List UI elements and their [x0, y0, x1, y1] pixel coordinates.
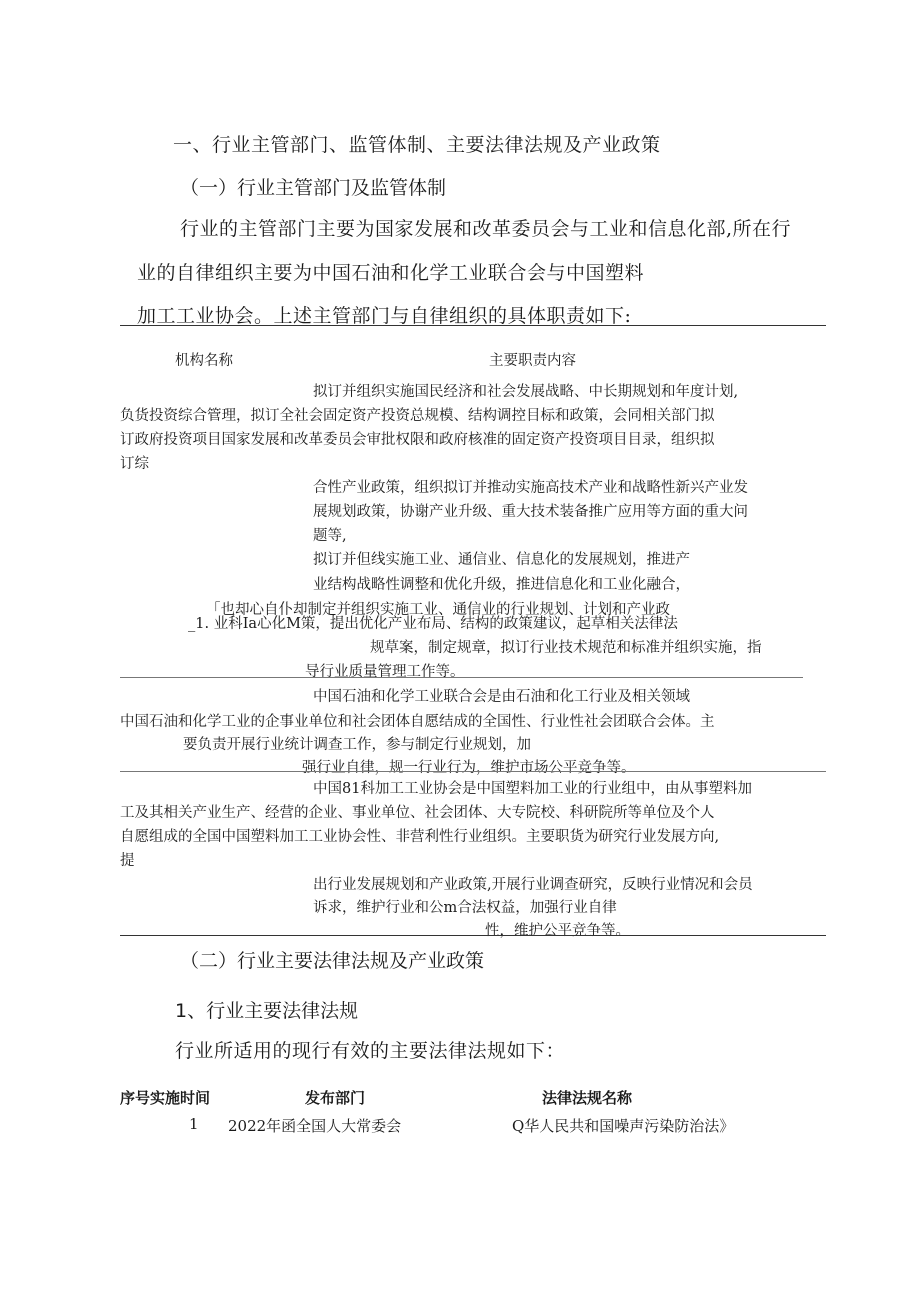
- table-row-text: 题等,: [313, 528, 347, 544]
- row-divider: [120, 677, 803, 678]
- table-row-text: 订政府投资项目国家发展和改革委员会审批权限和政府核准的固定资产投资项目目录，组织拟: [120, 432, 715, 448]
- table-row-text: 拟订并组织实施国民经济和社会发展战略、中长期规划和年度计划,: [313, 384, 739, 400]
- table-row-text: 合性产业政策，组织拟订并推动实施高技术产业和战略性新兴产业发: [313, 480, 748, 496]
- table-row-text: 业结构战略性调整和优化升级，推进信息化和工业化融合，: [313, 577, 690, 593]
- table-row-text: 中国81科加工工业协会是中国塑料加工业的行业组中，由从事塑料加: [313, 781, 752, 797]
- subsection-heading: （一）行业主管部门及监管体制: [180, 177, 447, 199]
- table-top-rule: [120, 325, 826, 326]
- laws-header-num-time: 序号实施时间: [120, 1089, 211, 1107]
- table-row-text: 出行业发展规划和产业政策,开展行业调查研究，反映行业情况和会员: [313, 877, 753, 893]
- row-divider: [120, 771, 826, 772]
- table-row-text: 自愿组成的全国中国塑料加工工业协会性、非营利性行业组织。主要职货为研究行业发展方向,: [120, 829, 720, 845]
- table-row-text: 性，维护公平竞争等。: [485, 923, 630, 939]
- table-row-text: _1. 业科Ia心化M策，提出优化产业布局、结构的政策建议，起草相关法律法: [188, 616, 678, 632]
- table-row-text: 订综: [120, 456, 149, 472]
- laws-row-num: 1: [189, 1115, 199, 1133]
- table-row-text: 强行业自律，规一行业行为，维护市场公平竞争等。: [302, 760, 636, 776]
- sub-subsection-heading: 1、行业主要法律法规: [175, 1000, 359, 1022]
- table-row-text: 规草案，制定规章，拟订行业技术规范和标准并组织实施，指: [370, 640, 762, 656]
- table-bottom-rule: [120, 935, 826, 936]
- table-row-text: 导行业质量管理工作等。: [305, 664, 465, 680]
- table-row-text: 中国石油和化学工业的企事业单位和社会团体自愿结成的全国性、行业性社会团联合会体。主: [120, 714, 715, 730]
- table-row-text: 提: [120, 853, 135, 869]
- laws-intro: 行业所适用的现行有效的主要法律法规如下：: [175, 1040, 566, 1062]
- intro-line: 业的自律组织主要为中国石油和化学工业联合会与中国塑料: [137, 262, 645, 284]
- laws-row-name: Q华人民共和国噪声污染防治法》: [512, 1117, 735, 1135]
- table-header-duty: 主要职责内容: [489, 353, 576, 369]
- intro-line: 行业的主管部门主要为国家发展和改革委员会与工业和信息化部,所在行: [180, 218, 792, 240]
- table-row-text: 要负责开展行业统计调查工作，参与制定行业规划，加: [183, 737, 531, 753]
- table-row-text: 负货投资综合管理，拟订全社会固定资产投资总规模、结构调控目标和政策，会同相关部门拟: [120, 408, 715, 424]
- table-row-text: 「也却心自仆却制定并组织实施工业、通信业的行业规划、计划和产业政: [206, 602, 670, 618]
- table-row-text: 展规划政策，协谢产业升级、重大技术装备推广应用等方面的重大问: [313, 504, 748, 520]
- table-row-text: 中国石油和化学工业联合会是由石油和化工行业及相关领域: [313, 689, 690, 705]
- intro-line: 加工工业协会。上述主管部门与自律组织的具体职责如下:: [137, 305, 632, 327]
- table-row-text: 工及其相关产业生产、经营的企业、事业单位、社会团体、大专院校、科研院所等单位及个人: [120, 805, 715, 821]
- subsection-heading: （二）行业主要法律法规及产业政策: [180, 950, 485, 972]
- laws-row-time-dept: 2022年函全国人大常委会: [228, 1117, 402, 1135]
- section-heading: 一、行业主管部门、监管体制、主要法律法规及产业政策: [173, 134, 661, 156]
- laws-header-dept: 发布部门: [305, 1089, 366, 1107]
- table-row-text: 诉求，维护行业和公m合法权益，加强行业自律: [313, 900, 617, 916]
- table-header-org: 机构名称: [175, 353, 233, 369]
- table-row-text: 拟订并但线实施工业、通信业、信息化的发展规划，推进产: [313, 552, 690, 568]
- laws-header-name: 法律法规名称: [542, 1089, 633, 1107]
